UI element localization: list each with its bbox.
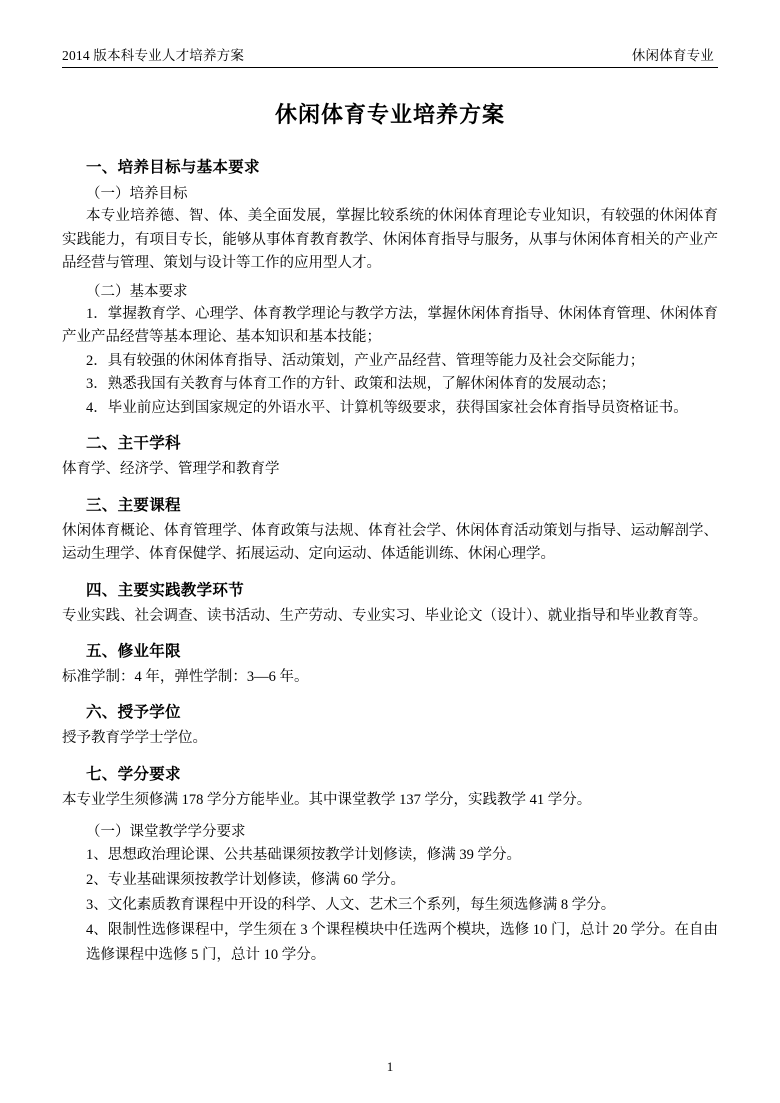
section-6-paragraph: 授予教育学学士学位。 (62, 730, 207, 747)
section-heading-5: 五、修业年限 (86, 643, 181, 660)
list-item: 2、专业基础课须按教学计划修读，修满 60 学分。 (86, 872, 405, 889)
section-7-credit-list (62, 843, 718, 968)
section-heading-7: 七、学分要求 (86, 765, 181, 783)
list-item: 4．毕业前应达到国家规定的外语水平、计算机等级要求，获得国家社会体育指导员资格证书。 (86, 399, 688, 416)
section-1-paragraph: 本专业培养德、智、体、美全面发展，掌握比较系统的休闲体育理论专业知识，有较强的休闲体育实践能力，有项目专长，能够从事体育教育教学、休闲体育指导与服务，从事与休闲体育相关的产业产品经营与管理、策划与设计等工作的应用型人才。 (62, 208, 718, 272)
section-heading-1: 一、培养目标与基本要求 (86, 159, 260, 177)
list-item: 4、限制性选修课程中，学生须在 3 个课程模块中任选两个模块，选修 10 门，总计 20 学分。在自由选修课程中选修 5 门，总计 10 学分。 (86, 922, 718, 964)
section-heading-2: 二、主干学科 (86, 435, 181, 453)
header-right-text: 休闲体育专业 (631, 48, 714, 63)
section-3-paragraph: 休闲体育概论、体育管理学、体育政策与法规、体育社会学、休闲体育活动策划与指导、运动解剖学、运动生理学、体育保健学、拓展运动、定向运动、体适能训练、休闲心理学。 (62, 522, 718, 563)
section-1-requirements-list (62, 303, 718, 420)
list-item: 1、思想政治理论课、公共基础课须按教学计划修读，修满 39 学分。 (86, 847, 521, 864)
list-item: 2．具有较强的休闲体育指导、活动策划，产业产品经营、管理等能力及社会交际能力； (86, 352, 645, 369)
section-5-paragraph: 标准学制：4 年，弹性学制：3—6 年。 (62, 669, 309, 685)
list-item: 3、文化素质教育课程中开设的科学、人文、艺术三个系列，每生须选修满 8 学分。 (86, 897, 616, 914)
page-title: 休闲体育专业培养方案 (274, 102, 505, 128)
subsection-heading-7-1: （一）课堂教学学分要求 (86, 824, 246, 841)
section-4-paragraph: 专业实践、社会调查、读书活动、生产劳动、专业实习、毕业论文（设计）、就业指导和毕业教育等。 (62, 607, 708, 624)
section-heading-4: 四、主要实践教学环节 (86, 581, 245, 599)
list-item: 1．掌握教育学、心理学、体育教学理论与教学方法，掌握休闲体育指导、休闲体育管理、休闲体育产业产品经营等基本理论、基本知识和基本技能； (62, 305, 718, 346)
page-number: 1 (386, 1059, 394, 1074)
section-7-paragraph: 本专业学生须修满 178 学分方能毕业。其中课堂教学 137 学分，实践教学 41 学分。 (62, 791, 592, 808)
subsection-heading-1-2: （二）基本要求 (86, 283, 188, 300)
section-heading-6: 六、授予学位 (86, 704, 181, 722)
subsection-heading-1-1: （一）培养目标 (86, 186, 188, 203)
running-header (62, 48, 718, 68)
section-heading-3: 三、主要课程 (86, 496, 181, 514)
section-2-paragraph: 体育学、经济学、管理学和教育学 (62, 461, 280, 478)
header-left-text: 2014 版本科专业人才培养方案 (62, 48, 245, 63)
list-item: 3．熟悉我国有关教育与体育工作的方针、政策和法规，了解休闲体育的发展动态； (86, 376, 616, 393)
